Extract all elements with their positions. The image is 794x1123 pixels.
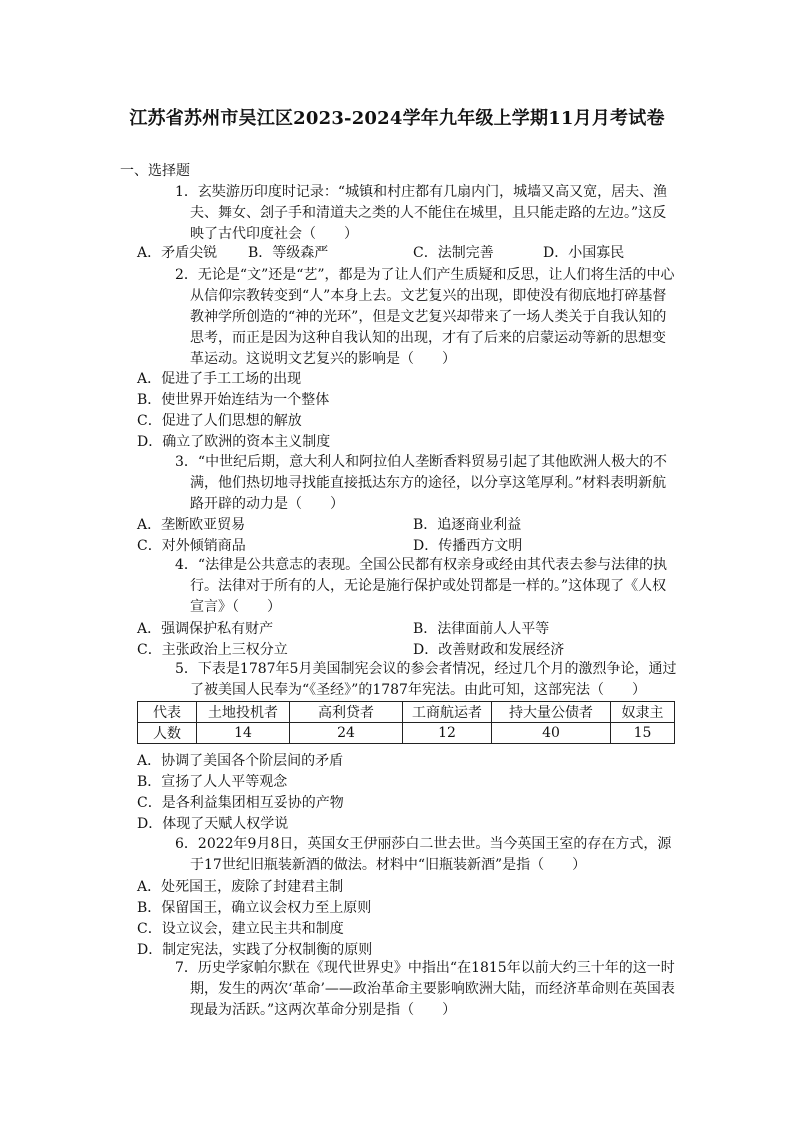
table-header-cell: 土地投机者 <box>197 702 290 723</box>
section-header: 一、选择题 <box>120 163 190 179</box>
q3-option-a: A．垄断欧亚贸易 <box>137 517 246 533</box>
q6-option-d: D．制定宪法，实践了分权制衡的原则 <box>137 942 373 958</box>
q4-option-c: C．主张政治上三权分立 <box>137 642 288 658</box>
question-1-stem: 1．玄奘游历印度时记录：“城镇和村庄都有几扇内门，城墙又高又宽，居夫、渔夫、舞女、刽子手和清道夫之类的人不能住在城里，且只能走路的左边。”这反映了古代印度社会（ ） <box>175 184 668 242</box>
table-cell: 12 <box>403 723 492 744</box>
question-6-stem: 6．2022年9月8日，英国女王伊丽莎白二世去世。当今英国王室的存在方式，源于17世纪旧瓶装新酒的做法。材料中“旧瓶装新酒”是指（ ） <box>175 836 672 873</box>
table-cell: 24 <box>290 723 403 744</box>
question-4-stem: 4．“法律是公共意志的表现。全国公民都有权亲身或经由其代表去参与法律的执行。法律对于所有的人，无论是施行保护或处罚都是一样的。”这体现了《人权宣言》（ ） <box>175 557 668 615</box>
table-header-cell: 代表 <box>138 702 197 723</box>
delegates-table <box>137 701 675 744</box>
q1-option-a: A．矛盾尖锐 <box>137 245 218 261</box>
q4-option-a: A．强调保护私有财产 <box>137 621 274 637</box>
q6-option-c: C．设立议会，建立民主共和制度 <box>137 921 344 937</box>
q5-option-c: C．是各利益集团相互妥协的产物 <box>137 795 344 811</box>
table-cell: 15 <box>611 723 675 744</box>
table-header-cell: 高利贷者 <box>290 702 403 723</box>
table-header-row <box>138 702 675 723</box>
table-cell: 人数 <box>138 723 197 744</box>
q2-option-d: D．确立了欧洲的资本主义制度 <box>137 434 331 450</box>
q5-option-a: A．协调了美国各个阶层间的矛盾 <box>137 753 344 769</box>
q2-option-c: C．促进了人们思想的解放 <box>137 413 302 429</box>
question-3-stem: 3．“中世纪后期，意大利人和阿拉伯人垄断香料贸易引起了其他欧洲人极大的不满，他们热切地寻找能直接抵达东方的途径，以分享这笔厚利。”材料表明新航路开辟的动力是（ ） <box>175 454 668 512</box>
table-header-cell: 工商航运者 <box>403 702 492 723</box>
table-header-cell: 奴隶主 <box>611 702 675 723</box>
q5-option-b: B．宣扬了人人平等观念 <box>137 774 288 790</box>
q3-option-b: B．追逐商业利益 <box>413 517 522 533</box>
table-cell: 40 <box>492 723 611 744</box>
table-row <box>138 723 675 744</box>
q3-option-c: C．对外倾销商品 <box>137 538 246 554</box>
question-5-stem: 5．下表是1787年5月美国制宪会议的参会者情况，经过几个月的激烈争论，通过了被美国人民奉为“《圣经》”的1787年宪法。由此可知，这部宪法（ ） <box>175 661 677 698</box>
table-header-cell: 持大量公债者 <box>492 702 611 723</box>
table-cell: 14 <box>197 723 290 744</box>
q1-option-d: D．小国寡民 <box>543 245 625 261</box>
question-2-stem: 2．无论是“文”还是“艺”，都是为了让人们产生质疑和反思，让人们将生活的中心从信仰宗教转变到“人”本身上去。文艺复兴的出现，即使没有彻底地打碎基督教神学所创造的“神的光环”，但是文艺复兴却带来了一场人类关于自我认知的思考，而正是因为这种自我认知的出现，才有了后来的启蒙运动等新的思想变革运动。这说明文艺复兴的影响是（ ） <box>175 267 675 367</box>
q1-option-c: C．法制完善 <box>413 245 494 261</box>
q3-option-d: D．传播西方文明 <box>413 538 523 554</box>
q1-option-b: B．等级森严 <box>248 245 329 261</box>
q2-option-b: B．使世界开始连结为一个整体 <box>137 392 330 408</box>
q6-option-b: B．保留国王，确立议会权力至上原则 <box>137 900 372 916</box>
q2-option-a: A．促进了手工工场的出现 <box>137 371 302 387</box>
q4-option-b: B．法律面前人人平等 <box>413 621 550 637</box>
q5-option-d: D．体现了天赋人权学说 <box>137 816 289 832</box>
q6-option-a: A．处死国王，废除了封建君主制 <box>137 879 344 895</box>
page-title: 江苏省苏州市吴江区2023-2024学年九年级上学期11月月考试卷 <box>129 108 665 129</box>
question-7-stem: 7．历史学家帕尔默在《现代世界史》中指出“在1815年以前大约三十年的这一时期，发生的两次‘革命’——政治革命主要影响欧洲大陆，而经济革命则在英国表现最为活跃。”这两次革命分别是指（ ） <box>175 960 675 1018</box>
q4-option-d: D．改善财政和发展经济 <box>413 642 565 658</box>
